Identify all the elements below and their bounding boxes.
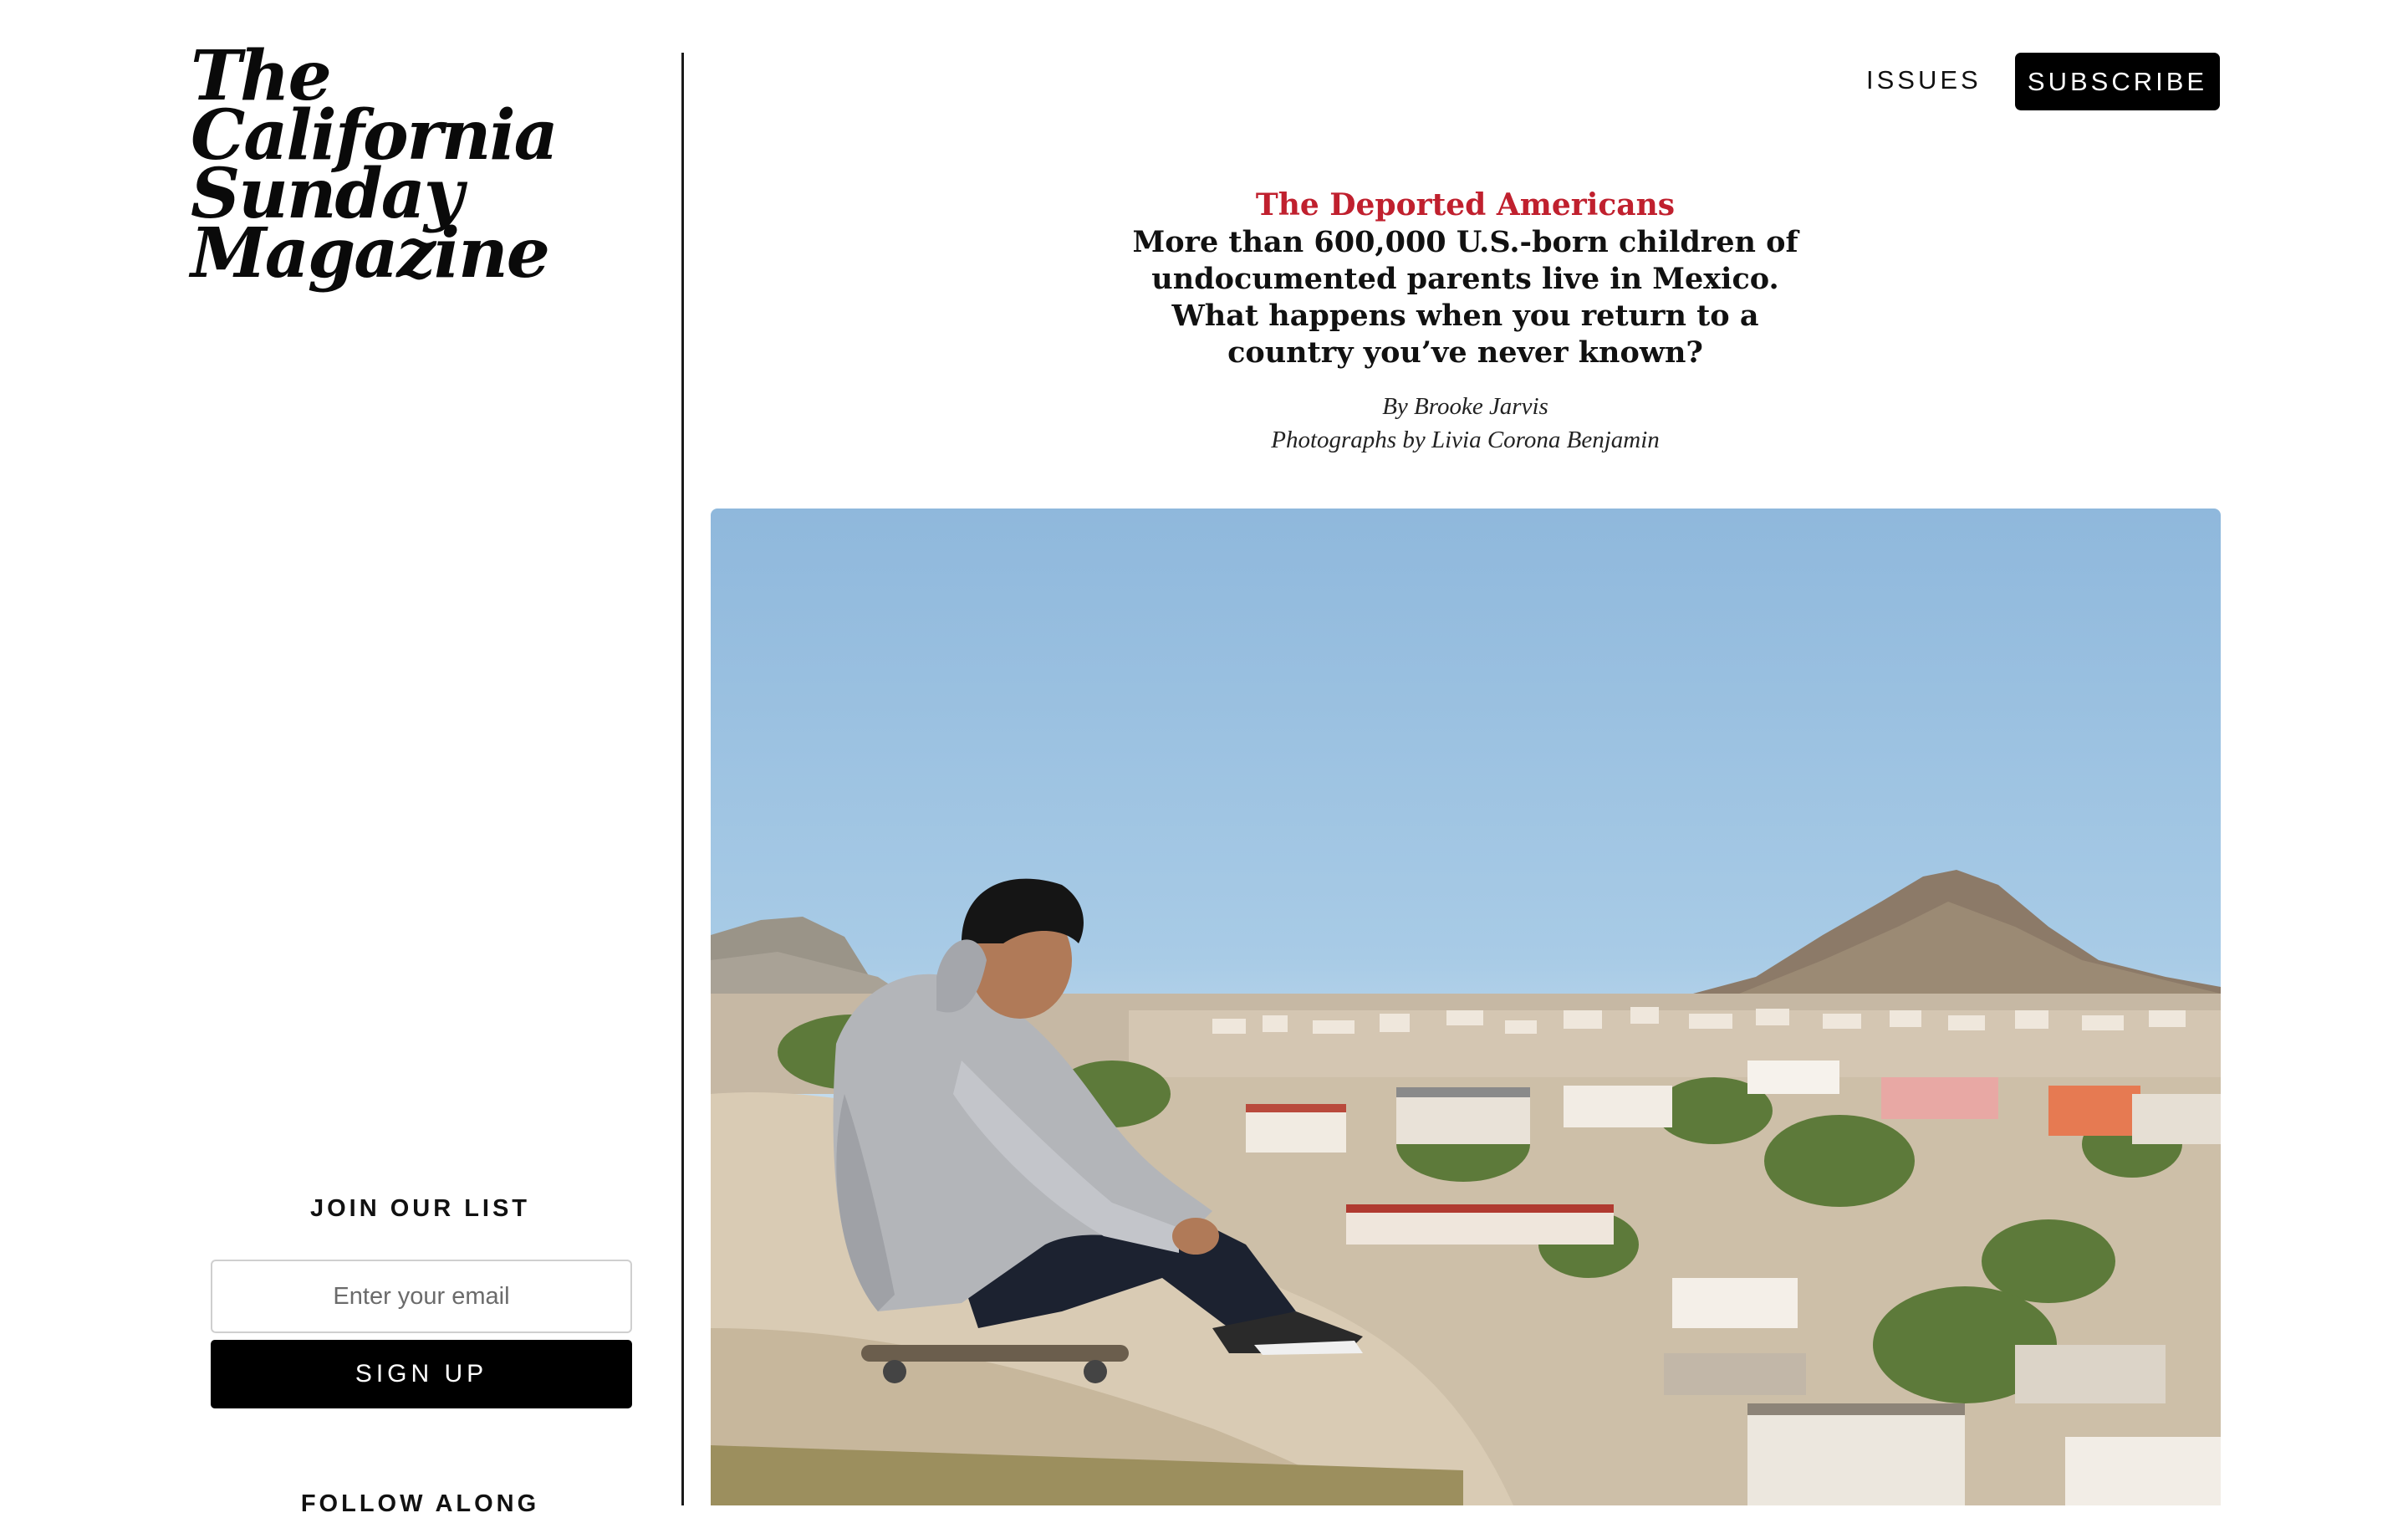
author-credit: By Brooke Jarvis bbox=[1382, 393, 1548, 420]
join-list-heading: JOIN OUR LIST bbox=[309, 1195, 531, 1222]
logo-line: California bbox=[191, 95, 557, 176]
sidebar bbox=[0, 0, 686, 1517]
article-header bbox=[1079, 186, 1852, 457]
article-title: The Deported Americans bbox=[1255, 187, 1676, 222]
logo-line: The bbox=[191, 36, 330, 116]
site-logo[interactable] bbox=[191, 36, 557, 294]
follow-along-heading: FOLLOW ALONG bbox=[300, 1490, 540, 1517]
photo-credit: Photographs by Livia Corona Benjamin bbox=[1271, 427, 1660, 453]
sign-up-button[interactable]: SIGN UP bbox=[211, 1340, 632, 1408]
subscribe-button[interactable]: SUBSCRIBE bbox=[2015, 53, 2220, 110]
logo-line: Sunday bbox=[191, 154, 462, 235]
byline bbox=[1079, 390, 1852, 457]
email-field[interactable] bbox=[211, 1260, 632, 1333]
article-dek: More than 600,000 U.S.-born children of undocumented parents live in Mexico. What happens when you return to a country you’ve never known? bbox=[1132, 225, 1798, 370]
nav-issues-link[interactable]: ISSUES bbox=[1866, 65, 1982, 95]
sidebar-divider bbox=[681, 53, 684, 1505]
photo-icon bbox=[711, 509, 2221, 1505]
hero-photo bbox=[711, 509, 2221, 1505]
logo-line: Magazine bbox=[191, 212, 548, 294]
